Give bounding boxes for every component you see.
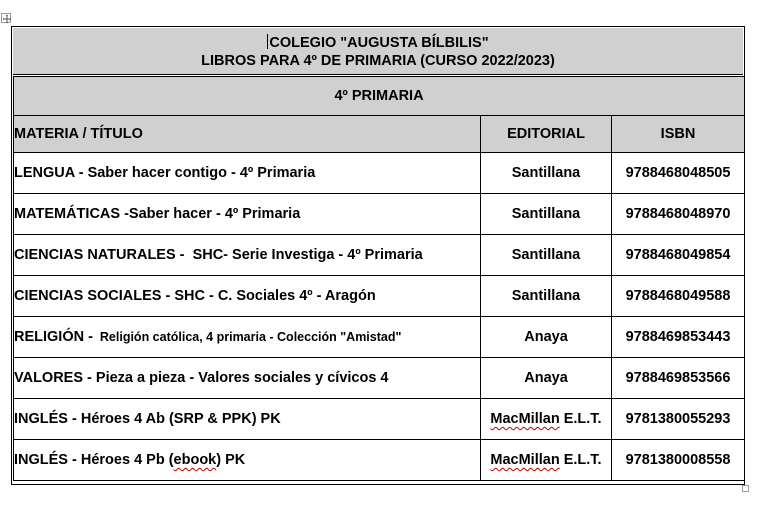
table-row [14, 276, 745, 317]
books-list-title: LIBROS PARA 4º DE PRIMARIA (CURSO 2022/2023) [201, 53, 555, 69]
books-table [13, 76, 745, 481]
table-row [14, 153, 745, 194]
spellcheck-word[interactable]: MacMillan [490, 411, 560, 427]
book-title-cell [14, 276, 481, 317]
isbn-cell: 9788468049854 [612, 235, 745, 276]
editorial-cell: Santillana [481, 276, 612, 317]
spellcheck-word[interactable]: ebook [173, 452, 217, 468]
editorial-cell: MacMillan E.L.T. [481, 440, 612, 481]
isbn-cell: 9788468049588 [612, 276, 745, 317]
editorial-cell: Anaya [481, 358, 612, 399]
table-row [14, 358, 745, 399]
editorial-cell: Santillana [481, 235, 612, 276]
column-header-row [14, 116, 745, 153]
isbn-cell: 9788469853443 [612, 317, 745, 358]
table-move-handle-icon[interactable] [1, 13, 11, 23]
table-row [14, 194, 745, 235]
isbn-cell: 9781380055293 [612, 399, 745, 440]
book-title-cell: INGLÉS - Héroes 4 Pb (ebook) PK [14, 440, 481, 481]
book-title: Héroes 4 Ab (SRP & PPK) PK [76, 411, 281, 427]
book-title-cell [14, 358, 481, 399]
book-title-cell [14, 399, 481, 440]
book-title: Religión católica, 4 primaria - Colección "Amistad" [92, 330, 402, 344]
table-row [14, 235, 745, 276]
isbn-cell: 9788469853566 [612, 358, 745, 399]
editorial-cell: Santillana [481, 194, 612, 235]
table-row [14, 399, 745, 440]
subject-label: LENGUA - [14, 165, 84, 181]
subject-label: CIENCIAS NATURALES - [14, 247, 185, 263]
book-title: Saber hacer contigo - 4º Primaria [83, 165, 316, 181]
column-header-isbn: ISBN [612, 116, 745, 153]
book-title: Saber hacer - 4º Primaria [128, 206, 301, 222]
book-title: SHC- Serie Investiga - 4º Primaria [184, 247, 423, 263]
subject-label: RELIGIÓN - [14, 329, 93, 345]
school-name[interactable]: COLEGIO "AUGUSTA BÍLBILIS" [269, 35, 489, 51]
subject-label: VALORES - [14, 370, 92, 386]
spellcheck-word[interactable]: MacMillan [490, 452, 560, 468]
subject-label: MATEMÁTICAS - [14, 206, 129, 222]
editorial-cell: MacMillan E.L.T. [481, 399, 612, 440]
book-title-cell [14, 153, 481, 194]
isbn-cell: 9788468048505 [612, 153, 745, 194]
books-table-frame [11, 26, 745, 485]
column-header-title: MATERIA / TÍTULO [14, 116, 481, 153]
document-header [13, 28, 743, 75]
column-header-editorial: EDITORIAL [481, 116, 612, 153]
book-title: SHC - C. Sociales 4º - Aragón [170, 288, 376, 304]
book-title-cell [14, 194, 481, 235]
book-title-cell [14, 235, 481, 276]
isbn-cell: 9781380008558 [612, 440, 745, 481]
grade-header-row [14, 77, 745, 116]
subject-label: CIENCIAS SOCIALES - [14, 288, 171, 304]
book-title: Pieza a pieza - Valores sociales y cívicos 4 [91, 370, 389, 386]
subject-label: INGLÉS - [14, 452, 77, 468]
editorial-cell: Anaya [481, 317, 612, 358]
table-resize-handle[interactable] [742, 485, 749, 492]
grade-label: 4º PRIMARIA [14, 77, 745, 116]
editorial-cell: Santillana [481, 153, 612, 194]
subject-label: INGLÉS - [14, 411, 77, 427]
book-title-cell [14, 317, 481, 358]
table-row [14, 317, 745, 358]
isbn-cell: 9788468048970 [612, 194, 745, 235]
table-row [14, 440, 745, 481]
